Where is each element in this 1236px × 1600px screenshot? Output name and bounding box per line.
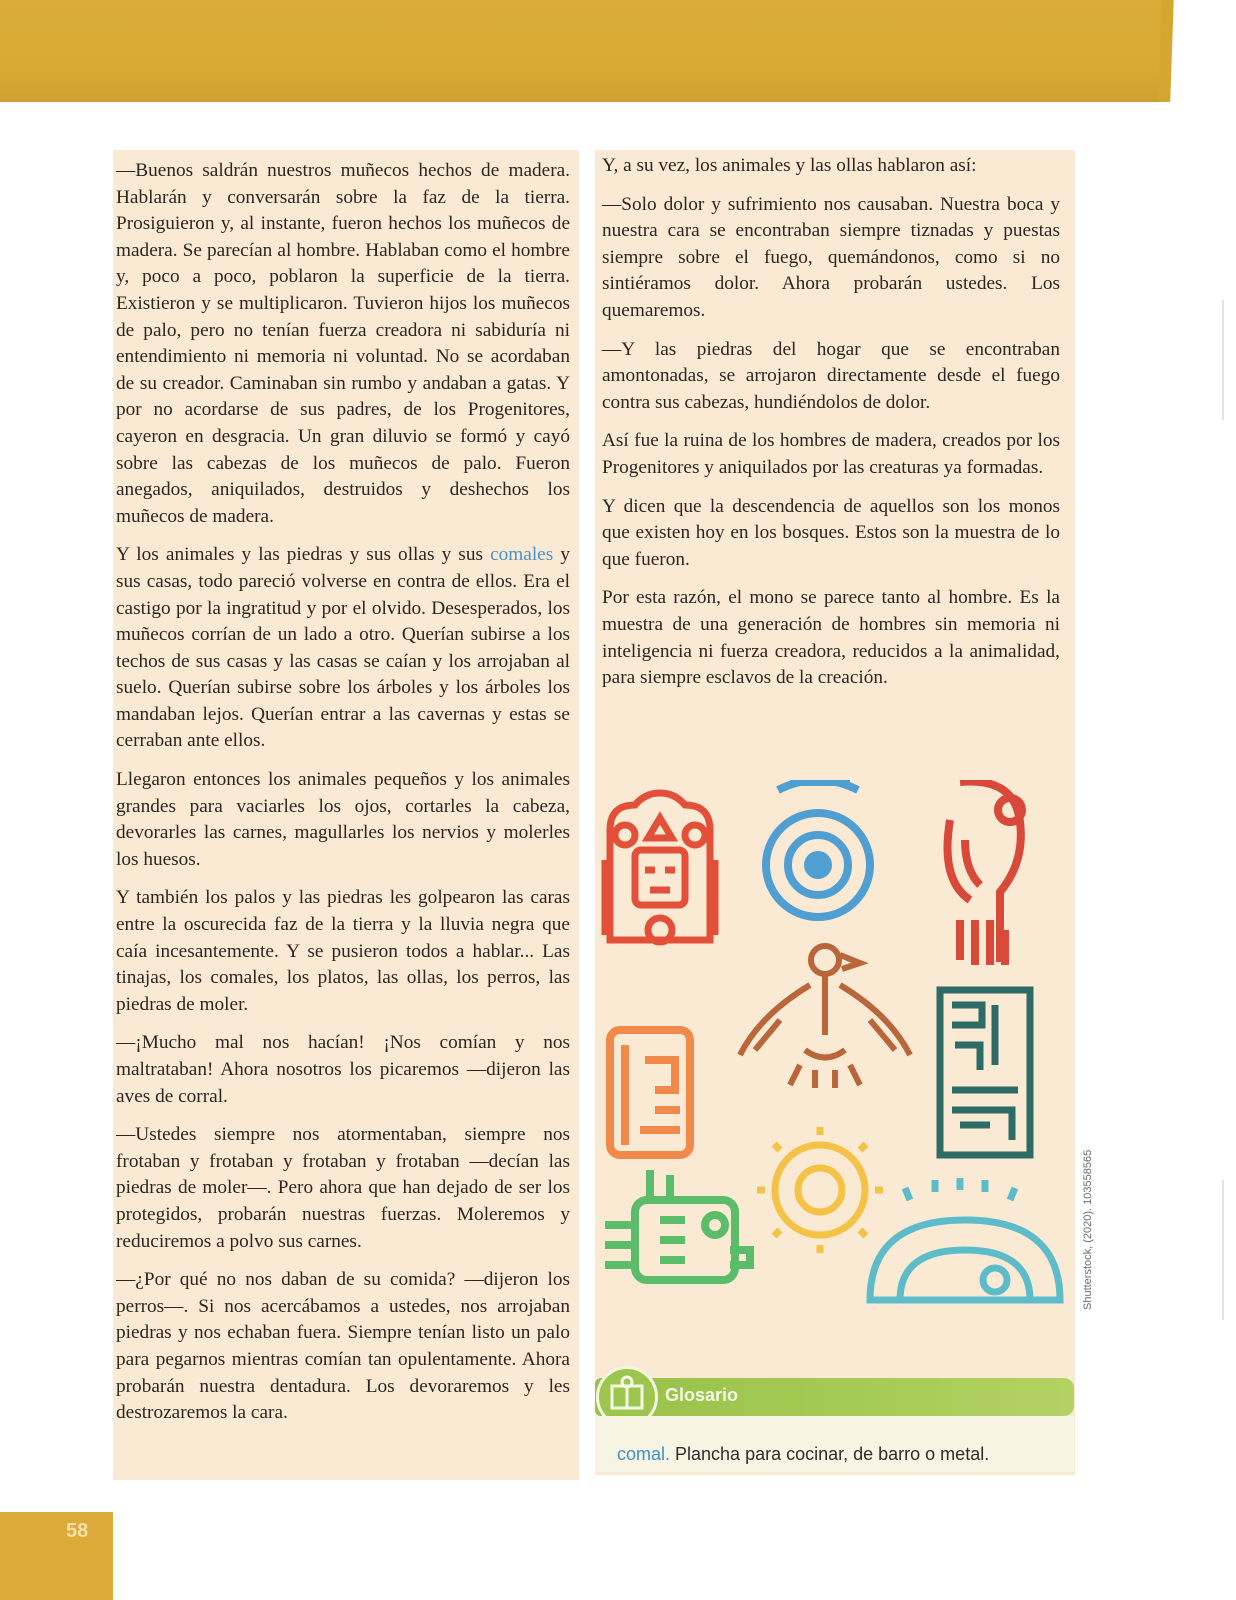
paragraph: Y, a su vez, los animales y las ollas hablaron así: [602,155,977,176]
maze-glyph-icon [940,990,1030,1155]
glossary-term: comal. [617,1444,671,1464]
mayan-glyphs-illustration [600,780,1070,1340]
spiral-glyph-icon [610,1030,690,1155]
paragraph [116,542,570,755]
eagle-glyph-icon [740,946,910,1088]
page-tab [0,1512,113,1600]
serpent-glyph-icon [605,1170,750,1280]
paragraph: Y dicen que la descendencia de aquellos son los monos que existen hoy en los bosques. Estos son la muestra de lo que fueron. [602,495,1060,570]
disc-glyph-icon [766,780,870,917]
paragraph: —¡Mucho mal nos hacían! ¡Nos comían y nos maltrataban! Ahora nosotros los picaremos —dijeron las aves de corral. [116,1032,570,1107]
page-edge-line [1222,1180,1224,1320]
glossary-title: Glosario [665,1385,739,1405]
right-column [602,153,1060,704]
left-column [116,158,570,1439]
page-edge-line [1222,300,1224,420]
paragraph-text: Y los animales y las piedras y sus ollas y sus [116,544,491,566]
paragraph: —Y las piedras del hogar que se encontraban amontonadas, se arrojaron directamente desde el fuego contra sus cabezas, hundiéndolos de dolor. [602,338,1060,413]
paragraph-text: y sus casas, todo pareció volverse en contra de ellos. Era el castigo por la ingratitud y por el olvido. Desesperados, los muñecos corrían de un lado a otro. Querían subirse a los techos de sus casas y las casas se caían y los arrojaban al suelo. Querían subirse sobre los árboles y los árboles los mandaban lejos. Querían entrar a las cavernas y estas se cerraban ante ellos. [116,544,570,752]
glossary-link-comales[interactable]: comales [490,544,554,566]
bird-glyph-icon [948,782,1023,966]
glossary-definition [617,1444,989,1465]
paragraph: —Solo dolor y sufrimiento nos causaban. Nuestra boca y nuestra cara se encontraban siempre tiznadas y puestas siempre sobre el fuego, quemándonos, como si no sintiéramos dolor. Ahora probarán ustedes. Los quemaremos. [602,193,1060,321]
paragraph: —Ustedes siempre nos atormentaban, siempre nos frotaban y frotaban y frotaban y frotaban —decían las piedras de moler—. Pero ahora que han dejado de ser los protegidos, probarán nuestras fuerzas. Moleremos y reduciremos a polvo sus carnes. [116,1124,570,1252]
page-number: 58 [66,1520,89,1542]
image-credit: Shutterstock, (2020). 103558565 [1082,1149,1094,1310]
shell-glyph-icon [870,1178,1060,1300]
paragraph: Por esta razón, el mono se parece tanto al hombre. Es la muestra de una generación de hombres sin memoria ni inteligencia ni fuerza creadora, reducidos a la animalidad, para siempre esclavos de la creación. [602,587,1060,689]
paragraph: Así fue la ruina de los hombres de madera, creados por los Progenitores y aniquilados por las creaturas ya formadas. [602,430,1060,478]
paragraph: —¿Por qué no nos daban de su comida? —dijeron los perros—. Si nos acercábamos a ustedes, nos arrojaban piedras y nos echaban fuera. Siempre tenían listo un palo para pegarnos mientras comían tan opulentamente. Ahora probarán nuestra dentadura. Los devoraremos y les destrozaremos la cara. [116,1269,570,1424]
paragraph: Llegaron entonces los animales pequeños y los animales grandes para vaciarles los ojos, cortarles la cabeza, devorarles las carnes, magullarles los nervios y molerles los huesos. [116,769,570,870]
glossary-definition-text: Plancha para cocinar, de barro o metal. [670,1444,990,1464]
mask-glyph-icon [605,793,715,942]
sun-glyph-icon [757,1127,883,1253]
paragraph: Y también los palos y las piedras les golpearon las caras entre la oscurecida faz de la tierra y la lluvia negra que caía incesantemente. Y se pusieron todos a hablar... Las tinajas, los comales, los platos, las ollas, los perros, las piedras de moler. [116,887,570,1015]
paragraph: —Buenos saldrán nuestros muñecos hechos de madera. Hablarán y conversarán sobre la faz de la tierra. Prosiguieron y, al instante, fueron hechos los muñecos de madera. Se parecían al hombre. Hablaban como el hombre y, poco a poco, poblaron la superficie de la tierra. Existieron y se multiplicaron. Tuvieron hijos los muñecos de palo, pero no tenían fuerza creadora ni sabiduría ni entendimiento ni memoria ni voluntad. No se acordaban de su creador. Caminaban sin rumbo y andaban a gatas. Y por no acordarse de sus padres, de los Progenitores, cayeron en desgracia. Un gran diluvio se formó y cayó sobre las cabezas de los muñecos de palo. Fueron anegados, aniquilados, destruidos y deshechos los muñecos de madera. [116,160,570,527]
header-band [0,0,1166,102]
